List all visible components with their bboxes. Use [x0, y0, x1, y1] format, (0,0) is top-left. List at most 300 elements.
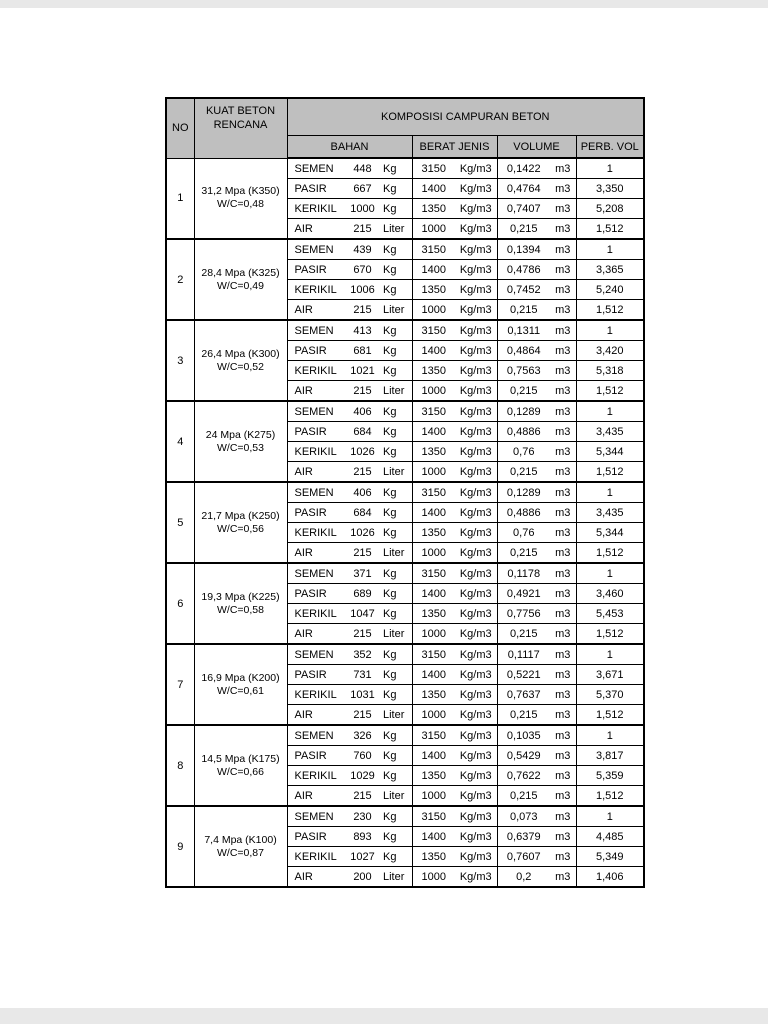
material-row [166, 725, 644, 746]
quantity-unit-cell: Kg [381, 179, 412, 199]
berat-jenis-unit-cell: Kg/m3 [455, 199, 497, 219]
berat-jenis-unit-cell: Kg/m3 [455, 422, 497, 442]
material-name-cell: KERIKIL [287, 523, 344, 543]
material-name-cell: SEMEN [287, 401, 344, 422]
material-name-cell: AIR [287, 462, 344, 483]
volume-unit-cell: m3 [550, 401, 576, 422]
berat-jenis-unit-cell: Kg/m3 [455, 806, 497, 827]
berat-jenis-value-cell: 1400 [412, 422, 455, 442]
berat-jenis-value-cell: 1000 [412, 381, 455, 402]
quantity-unit-cell: Kg [381, 260, 412, 280]
quantity-unit-cell: Kg [381, 199, 412, 219]
berat-jenis-value-cell: 3150 [412, 563, 455, 584]
berat-jenis-unit-cell: Kg/m3 [455, 361, 497, 381]
berat-jenis-unit-cell: Kg/m3 [455, 503, 497, 523]
wc-ratio-label: W/C=0,52 [217, 360, 264, 373]
quantity-unit-cell: Kg [381, 766, 412, 786]
quantity-unit-cell: Liter [381, 381, 412, 402]
quantity-cell: 1031 [344, 685, 381, 705]
volume-value-cell: 0,7563 [497, 361, 550, 381]
volume-unit-cell: m3 [550, 685, 576, 705]
volume-value-cell: 0,215 [497, 381, 550, 402]
perb-vol-cell: 1,512 [576, 462, 644, 483]
volume-value-cell: 0,4764 [497, 179, 550, 199]
perb-vol-cell: 5,240 [576, 280, 644, 300]
quantity-cell: 1029 [344, 766, 381, 786]
header-bahan: BAHAN [287, 136, 412, 159]
document-page [0, 8, 768, 1008]
berat-jenis-unit-cell: Kg/m3 [455, 563, 497, 584]
perb-vol-cell: 5,349 [576, 847, 644, 867]
volume-unit-cell: m3 [550, 219, 576, 240]
volume-value-cell: 0,2 [497, 867, 550, 888]
quantity-cell: 371 [344, 563, 381, 584]
berat-jenis-unit-cell: Kg/m3 [455, 280, 497, 300]
quantity-unit-cell: Kg [381, 685, 412, 705]
perb-vol-cell: 3,365 [576, 260, 644, 280]
quantity-cell: 670 [344, 260, 381, 280]
berat-jenis-value-cell: 1350 [412, 199, 455, 219]
volume-value-cell: 0,7407 [497, 199, 550, 219]
perb-vol-cell: 3,420 [576, 341, 644, 361]
quantity-unit-cell: Kg [381, 401, 412, 422]
quantity-unit-cell: Liter [381, 786, 412, 807]
grade-label: 21,7 Mpa (K250) [201, 509, 280, 522]
perb-vol-cell: 5,344 [576, 523, 644, 543]
quantity-unit-cell: Liter [381, 867, 412, 888]
berat-jenis-unit-cell: Kg/m3 [455, 746, 497, 766]
volume-value-cell: 0,1422 [497, 158, 550, 179]
volume-value-cell: 0,7637 [497, 685, 550, 705]
quantity-cell: 893 [344, 827, 381, 847]
berat-jenis-value-cell: 3150 [412, 239, 455, 260]
wc-ratio-label: W/C=0,49 [217, 279, 264, 292]
berat-jenis-unit-cell: Kg/m3 [455, 543, 497, 564]
volume-unit-cell: m3 [550, 867, 576, 888]
perb-vol-cell: 1,512 [576, 705, 644, 726]
berat-jenis-value-cell: 1400 [412, 584, 455, 604]
volume-value-cell: 0,7607 [497, 847, 550, 867]
group-grade [194, 482, 287, 563]
perb-vol-cell: 5,318 [576, 361, 644, 381]
perb-vol-cell: 5,370 [576, 685, 644, 705]
berat-jenis-unit-cell: Kg/m3 [455, 867, 497, 888]
quantity-cell: 215 [344, 462, 381, 483]
volume-value-cell: 0,76 [497, 442, 550, 462]
header-komposisi: KOMPOSISI CAMPURAN BETON [287, 98, 644, 136]
volume-value-cell: 0,4886 [497, 503, 550, 523]
berat-jenis-unit-cell: Kg/m3 [455, 320, 497, 341]
quantity-cell: 406 [344, 482, 381, 503]
group-number: 8 [166, 725, 194, 806]
quantity-unit-cell: Kg [381, 158, 412, 179]
volume-unit-cell: m3 [550, 158, 576, 179]
quantity-unit-cell: Kg [381, 665, 412, 685]
perb-vol-cell: 1 [576, 806, 644, 827]
berat-jenis-unit-cell: Kg/m3 [455, 786, 497, 807]
volume-unit-cell: m3 [550, 725, 576, 746]
volume-value-cell: 0,1289 [497, 482, 550, 503]
berat-jenis-value-cell: 1000 [412, 300, 455, 321]
berat-jenis-value-cell: 1000 [412, 705, 455, 726]
material-name-cell: PASIR [287, 179, 344, 199]
quantity-cell: 731 [344, 665, 381, 685]
material-name-cell: KERIKIL [287, 766, 344, 786]
material-name-cell: PASIR [287, 503, 344, 523]
volume-value-cell: 0,1311 [497, 320, 550, 341]
volume-unit-cell: m3 [550, 665, 576, 685]
material-name-cell: AIR [287, 381, 344, 402]
quantity-cell: 1047 [344, 604, 381, 624]
quantity-cell: 326 [344, 725, 381, 746]
volume-unit-cell: m3 [550, 503, 576, 523]
quantity-cell: 352 [344, 644, 381, 665]
quantity-unit-cell: Kg [381, 847, 412, 867]
berat-jenis-unit-cell: Kg/m3 [455, 847, 497, 867]
perb-vol-cell: 3,350 [576, 179, 644, 199]
volume-unit-cell: m3 [550, 827, 576, 847]
group-grade [194, 563, 287, 644]
volume-unit-cell: m3 [550, 320, 576, 341]
volume-value-cell: 0,1394 [497, 239, 550, 260]
material-name-cell: KERIKIL [287, 442, 344, 462]
quantity-cell: 1000 [344, 199, 381, 219]
berat-jenis-unit-cell: Kg/m3 [455, 482, 497, 503]
quantity-cell: 230 [344, 806, 381, 827]
quantity-unit-cell: Kg [381, 422, 412, 442]
berat-jenis-value-cell: 3150 [412, 644, 455, 665]
berat-jenis-value-cell: 1350 [412, 766, 455, 786]
berat-jenis-value-cell: 1400 [412, 746, 455, 766]
berat-jenis-unit-cell: Kg/m3 [455, 665, 497, 685]
quantity-cell: 681 [344, 341, 381, 361]
material-row [166, 644, 644, 665]
material-name-cell: PASIR [287, 260, 344, 280]
perb-vol-cell: 4,485 [576, 827, 644, 847]
berat-jenis-value-cell: 1400 [412, 665, 455, 685]
quantity-unit-cell: Kg [381, 725, 412, 746]
material-name-cell: PASIR [287, 422, 344, 442]
berat-jenis-unit-cell: Kg/m3 [455, 381, 497, 402]
quantity-unit-cell: Liter [381, 219, 412, 240]
quantity-cell: 448 [344, 158, 381, 179]
material-row [166, 806, 644, 827]
berat-jenis-unit-cell: Kg/m3 [455, 624, 497, 645]
berat-jenis-value-cell: 1000 [412, 624, 455, 645]
berat-jenis-value-cell: 3150 [412, 401, 455, 422]
quantity-unit-cell: Liter [381, 624, 412, 645]
group-number: 2 [166, 239, 194, 320]
perb-vol-cell: 3,671 [576, 665, 644, 685]
volume-value-cell: 0,215 [497, 705, 550, 726]
volume-unit-cell: m3 [550, 644, 576, 665]
volume-unit-cell: m3 [550, 584, 576, 604]
volume-unit-cell: m3 [550, 766, 576, 786]
volume-value-cell: 0,6379 [497, 827, 550, 847]
material-name-cell: AIR [287, 624, 344, 645]
quantity-cell: 684 [344, 503, 381, 523]
volume-unit-cell: m3 [550, 341, 576, 361]
group-grade [194, 725, 287, 806]
quantity-cell: 439 [344, 239, 381, 260]
volume-unit-cell: m3 [550, 239, 576, 260]
volume-unit-cell: m3 [550, 786, 576, 807]
material-name-cell: SEMEN [287, 320, 344, 341]
berat-jenis-value-cell: 1000 [412, 462, 455, 483]
material-name-cell: AIR [287, 786, 344, 807]
quantity-cell: 406 [344, 401, 381, 422]
grade-label: 28,4 Mpa (K325) [201, 266, 280, 279]
group-number: 3 [166, 320, 194, 401]
grade-label: 31,2 Mpa (K350) [201, 185, 280, 198]
perb-vol-cell: 1,512 [576, 543, 644, 564]
berat-jenis-value-cell: 1400 [412, 179, 455, 199]
perb-vol-cell: 1,512 [576, 219, 644, 240]
berat-jenis-value-cell: 1400 [412, 503, 455, 523]
table-header [166, 98, 644, 158]
volume-unit-cell: m3 [550, 482, 576, 503]
volume-value-cell: 0,76 [497, 523, 550, 543]
group-grade [194, 158, 287, 239]
volume-value-cell: 0,215 [497, 219, 550, 240]
quantity-cell: 1021 [344, 361, 381, 381]
volume-value-cell: 0,4921 [497, 584, 550, 604]
volume-unit-cell: m3 [550, 523, 576, 543]
berat-jenis-value-cell: 1350 [412, 604, 455, 624]
group-number: 5 [166, 482, 194, 563]
berat-jenis-value-cell: 3150 [412, 482, 455, 503]
wc-ratio-label: W/C=0,48 [217, 198, 264, 211]
berat-jenis-unit-cell: Kg/m3 [455, 260, 497, 280]
group-grade [194, 239, 287, 320]
wc-ratio-label: W/C=0,53 [217, 441, 264, 454]
quantity-cell: 1006 [344, 280, 381, 300]
quantity-cell: 200 [344, 867, 381, 888]
berat-jenis-value-cell: 1350 [412, 442, 455, 462]
perb-vol-cell: 1 [576, 158, 644, 179]
perb-vol-cell: 5,453 [576, 604, 644, 624]
quantity-cell: 215 [344, 786, 381, 807]
grade-label: 7,4 Mpa (K100) [204, 833, 277, 846]
volume-unit-cell: m3 [550, 604, 576, 624]
berat-jenis-value-cell: 1000 [412, 543, 455, 564]
berat-jenis-unit-cell: Kg/m3 [455, 644, 497, 665]
perb-vol-cell: 1,512 [576, 300, 644, 321]
quantity-cell: 215 [344, 543, 381, 564]
wc-ratio-label: W/C=0,87 [217, 846, 264, 859]
volume-unit-cell: m3 [550, 847, 576, 867]
header-row-1 [166, 98, 644, 136]
material-name-cell: AIR [287, 867, 344, 888]
berat-jenis-unit-cell: Kg/m3 [455, 442, 497, 462]
quantity-cell: 413 [344, 320, 381, 341]
material-name-cell: KERIKIL [287, 847, 344, 867]
quantity-cell: 1026 [344, 523, 381, 543]
quantity-unit-cell: Kg [381, 361, 412, 381]
perb-vol-cell: 1 [576, 320, 644, 341]
quantity-unit-cell: Liter [381, 543, 412, 564]
berat-jenis-unit-cell: Kg/m3 [455, 341, 497, 361]
material-name-cell: KERIKIL [287, 361, 344, 381]
volume-value-cell: 0,073 [497, 806, 550, 827]
material-name-cell: SEMEN [287, 644, 344, 665]
material-name-cell: SEMEN [287, 482, 344, 503]
quantity-cell: 689 [344, 584, 381, 604]
quantity-cell: 215 [344, 300, 381, 321]
table-body [166, 158, 644, 887]
berat-jenis-value-cell: 1000 [412, 219, 455, 240]
volume-value-cell: 0,7622 [497, 766, 550, 786]
quantity-unit-cell: Kg [381, 482, 412, 503]
berat-jenis-unit-cell: Kg/m3 [455, 604, 497, 624]
berat-jenis-value-cell: 1000 [412, 786, 455, 807]
berat-jenis-unit-cell: Kg/m3 [455, 401, 497, 422]
volume-unit-cell: m3 [550, 260, 576, 280]
berat-jenis-unit-cell: Kg/m3 [455, 523, 497, 543]
berat-jenis-value-cell: 1350 [412, 685, 455, 705]
quantity-unit-cell: Kg [381, 604, 412, 624]
volume-value-cell: 0,1289 [497, 401, 550, 422]
volume-unit-cell: m3 [550, 543, 576, 564]
berat-jenis-unit-cell: Kg/m3 [455, 158, 497, 179]
perb-vol-cell: 3,817 [576, 746, 644, 766]
quantity-cell: 667 [344, 179, 381, 199]
material-name-cell: SEMEN [287, 158, 344, 179]
grade-label: 16,9 Mpa (K200) [201, 671, 280, 684]
material-name-cell: SEMEN [287, 725, 344, 746]
perb-vol-cell: 1 [576, 563, 644, 584]
berat-jenis-unit-cell: Kg/m3 [455, 300, 497, 321]
berat-jenis-value-cell: 1400 [412, 341, 455, 361]
header-no: NO [166, 98, 194, 158]
material-name-cell: AIR [287, 543, 344, 564]
volume-value-cell: 0,4886 [497, 422, 550, 442]
quantity-unit-cell: Liter [381, 705, 412, 726]
perb-vol-cell: 1 [576, 482, 644, 503]
header-kuat-beton-line1: KUAT BETON [205, 105, 276, 117]
material-name-cell: AIR [287, 705, 344, 726]
material-name-cell: PASIR [287, 341, 344, 361]
header-perb-vol: PERB. VOL [576, 136, 644, 159]
volume-unit-cell: m3 [550, 806, 576, 827]
volume-unit-cell: m3 [550, 381, 576, 402]
perb-vol-cell: 1,512 [576, 786, 644, 807]
berat-jenis-value-cell: 3150 [412, 725, 455, 746]
berat-jenis-value-cell: 3150 [412, 806, 455, 827]
berat-jenis-value-cell: 3150 [412, 320, 455, 341]
volume-unit-cell: m3 [550, 199, 576, 219]
group-grade [194, 644, 287, 725]
group-grade [194, 320, 287, 401]
group-grade [194, 401, 287, 482]
quantity-unit-cell: Kg [381, 503, 412, 523]
material-name-cell: PASIR [287, 746, 344, 766]
group-number: 1 [166, 158, 194, 239]
perb-vol-cell: 1,512 [576, 624, 644, 645]
volume-value-cell: 0,7452 [497, 280, 550, 300]
volume-value-cell: 0,4786 [497, 260, 550, 280]
group-grade [194, 806, 287, 887]
quantity-cell: 215 [344, 219, 381, 240]
berat-jenis-unit-cell: Kg/m3 [455, 827, 497, 847]
material-row [166, 158, 644, 179]
volume-unit-cell: m3 [550, 746, 576, 766]
quantity-cell: 760 [344, 746, 381, 766]
quantity-unit-cell: Kg [381, 239, 412, 260]
material-name-cell: PASIR [287, 665, 344, 685]
volume-value-cell: 0,4864 [497, 341, 550, 361]
quantity-cell: 1027 [344, 847, 381, 867]
quantity-cell: 1026 [344, 442, 381, 462]
perb-vol-cell: 1 [576, 644, 644, 665]
quantity-cell: 215 [344, 705, 381, 726]
wc-ratio-label: W/C=0,56 [217, 522, 264, 535]
volume-value-cell: 0,5221 [497, 665, 550, 685]
quantity-unit-cell: Kg [381, 584, 412, 604]
berat-jenis-unit-cell: Kg/m3 [455, 685, 497, 705]
material-row [166, 401, 644, 422]
perb-vol-cell: 1 [576, 239, 644, 260]
quantity-cell: 215 [344, 624, 381, 645]
volume-unit-cell: m3 [550, 179, 576, 199]
volume-value-cell: 0,5429 [497, 746, 550, 766]
material-name-cell: SEMEN [287, 806, 344, 827]
volume-value-cell: 0,1035 [497, 725, 550, 746]
wc-ratio-label: W/C=0,61 [217, 684, 264, 697]
group-number: 7 [166, 644, 194, 725]
berat-jenis-value-cell: 1350 [412, 280, 455, 300]
header-berat-jenis: BERAT JENIS [412, 136, 497, 159]
berat-jenis-unit-cell: Kg/m3 [455, 705, 497, 726]
berat-jenis-value-cell: 1400 [412, 827, 455, 847]
perb-vol-cell: 5,208 [576, 199, 644, 219]
volume-unit-cell: m3 [550, 361, 576, 381]
berat-jenis-unit-cell: Kg/m3 [455, 462, 497, 483]
perb-vol-cell: 5,359 [576, 766, 644, 786]
grade-label: 26,4 Mpa (K300) [201, 347, 280, 360]
volume-value-cell: 0,1117 [497, 644, 550, 665]
material-name-cell: PASIR [287, 584, 344, 604]
volume-value-cell: 0,215 [497, 300, 550, 321]
quantity-unit-cell: Kg [381, 563, 412, 584]
berat-jenis-value-cell: 1350 [412, 847, 455, 867]
wc-ratio-label: W/C=0,58 [217, 603, 264, 616]
quantity-unit-cell: Kg [381, 320, 412, 341]
volume-unit-cell: m3 [550, 563, 576, 584]
quantity-unit-cell: Kg [381, 280, 412, 300]
perb-vol-cell: 1,406 [576, 867, 644, 888]
quantity-unit-cell: Kg [381, 523, 412, 543]
material-row [166, 239, 644, 260]
material-name-cell: KERIKIL [287, 280, 344, 300]
perb-vol-cell: 1 [576, 401, 644, 422]
perb-vol-cell: 1,512 [576, 381, 644, 402]
volume-unit-cell: m3 [550, 422, 576, 442]
volume-value-cell: 0,215 [497, 462, 550, 483]
perb-vol-cell: 1 [576, 725, 644, 746]
berat-jenis-value-cell: 1350 [412, 523, 455, 543]
material-name-cell: SEMEN [287, 563, 344, 584]
volume-unit-cell: m3 [550, 280, 576, 300]
material-name-cell: AIR [287, 219, 344, 240]
material-name-cell: KERIKIL [287, 199, 344, 219]
quantity-cell: 684 [344, 422, 381, 442]
quantity-unit-cell: Kg [381, 644, 412, 665]
perb-vol-cell: 3,435 [576, 503, 644, 523]
berat-jenis-unit-cell: Kg/m3 [455, 766, 497, 786]
berat-jenis-unit-cell: Kg/m3 [455, 179, 497, 199]
berat-jenis-value-cell: 3150 [412, 158, 455, 179]
